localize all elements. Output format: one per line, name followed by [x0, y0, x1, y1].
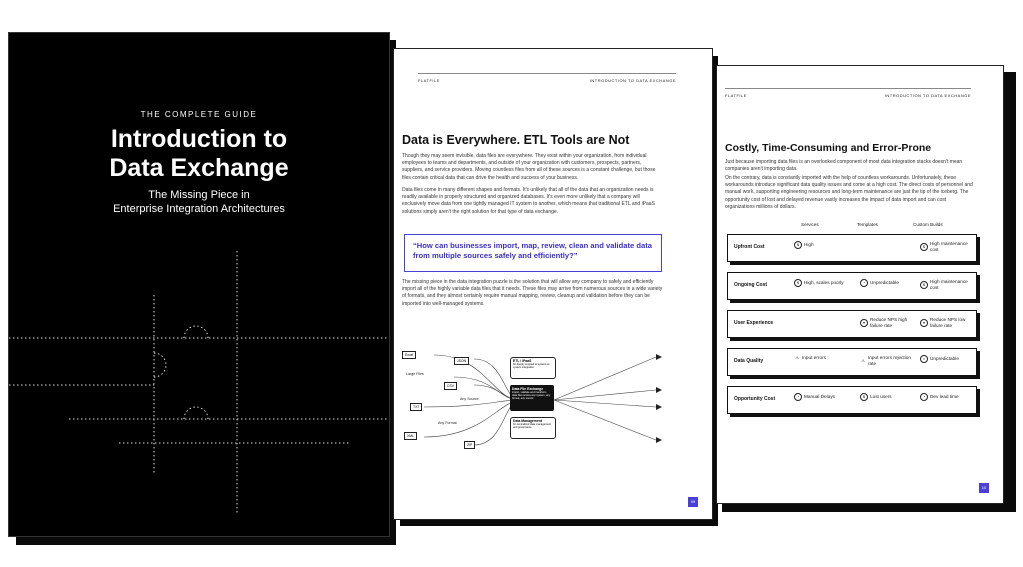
cell-templates: [860, 279, 899, 287]
table-col-services: Services: [801, 222, 819, 227]
row-label: Ongoing Cost: [734, 282, 768, 288]
table-row-data-quality: [727, 348, 977, 376]
page1-header-rule: [418, 73, 676, 74]
table-row-upfront-cost: [727, 234, 977, 262]
clock-icon: ◔: [920, 393, 928, 401]
cover-title-line1: Introduction to: [110, 125, 288, 153]
cell-text: Unpredictable: [930, 356, 959, 361]
cell-text: High: [804, 242, 814, 247]
diagram-csv-box: CSV: [444, 382, 457, 390]
page2-paragraph-2: On the contrary, data is constantly imported with the help of countless workarounds. Unfortunately, these workarounds introduce significant data quality issues and come at a high cost. The direct costs of personnel and manual work, supporting engineering resources and long-term maintenance are just the tip of the iceberg. The opportunity cost of lost and delayed revenue vastly increases the impact of data import and can cost organizations millions of dollars.: [725, 175, 973, 210]
cell-custom: [920, 355, 959, 363]
page2-heading: Costly, Time-Consuming and Error-Prone: [725, 142, 932, 154]
row-label: Opportunity Cost: [734, 396, 776, 402]
thumbs-down-icon: ▾: [860, 319, 868, 327]
dollar-icon: $: [920, 281, 928, 289]
cell-text: High, scales poorly: [804, 280, 844, 285]
clock-icon: ◔: [794, 393, 802, 401]
cover-puzzle-graphic: [9, 33, 389, 536]
table-row-opportunity-cost: [727, 386, 977, 414]
row-label: Upfront Cost: [734, 244, 765, 250]
page1-header-left: FLATFILE: [418, 78, 440, 83]
page1-paragraph-3: The missing piece in the data integration puzzle is the solution that will allow any company to safely and efficiently import all of the highly variable data files that it needs. These files may arrive from numerous sources in a wide variety of formats, and they almost certainly require manual mapping, review, cleanup and validation before they can be imported into well-managed systems.: [402, 279, 663, 307]
cell-custom: [920, 241, 974, 253]
page-costly-time-consuming: [716, 65, 1004, 504]
cell-services: [794, 393, 835, 401]
thumbs-down-icon: ▾: [920, 319, 928, 327]
warning-icon: ⚠: [861, 358, 865, 363]
row-label: Data Quality: [734, 358, 764, 364]
page-data-everywhere: [393, 48, 713, 520]
cell-custom: [920, 279, 974, 291]
diagram-etl-box: [510, 357, 556, 379]
dollar-icon: $: [860, 393, 868, 401]
diagram-xml-box: XML: [404, 432, 417, 440]
diagram-etl-desc: for deeply coupled or system-to-system integration: [513, 363, 551, 369]
diagram-txt-box: TXT: [410, 403, 422, 411]
diagram-dfe-title: Data File Exchange: [512, 387, 544, 391]
diagram-json-box: JSON: [454, 357, 469, 365]
cover-subtitle-line1: The Missing Piece in: [148, 189, 250, 201]
page2-number-badge: 10: [979, 483, 989, 493]
diagram-etl-title: ETL / iPaaS: [513, 359, 532, 363]
diagram-dfe-desc: import, validate and transform data files across any system, any format, any source: [512, 391, 551, 400]
cell-text: High maintenance cost: [930, 279, 968, 290]
table-col-templates: Templates: [857, 222, 878, 227]
diagram-excel-box: Excel: [402, 351, 416, 359]
cell-text: Lost users: [870, 394, 892, 399]
x-circle-icon: ×: [920, 355, 928, 363]
cell-services: [794, 241, 814, 249]
diagram-any-format-label: Any Format: [438, 421, 457, 425]
diagram-zip-box: ZIP: [464, 441, 475, 449]
cell-text: Unpredictable: [870, 280, 899, 285]
diagram-data-file-exchange-box: [510, 385, 554, 411]
cell-templates: [860, 393, 892, 401]
cover-page: [8, 32, 390, 537]
cell-text: Reduce NPS high failure rate: [870, 317, 908, 328]
page1-pull-quote: “How can businesses import, map, review, clean and validate data from multiple sources safely and efficiently?”: [404, 234, 662, 272]
dollar-icon: $: [794, 279, 802, 287]
cover-subtitle-line2: Enterprise Integration Architectures: [113, 203, 285, 215]
table-col-custom-builds: Custom Builds: [913, 222, 943, 227]
cell-custom: [920, 393, 959, 401]
clock-icon: ◔: [860, 279, 868, 287]
page1-header-right: INTRODUCTION TO DATA EXCHANGE: [589, 78, 676, 83]
cell-text: Input errors: [802, 355, 826, 360]
cell-text: Reduce NPS low failure rate: [930, 317, 966, 328]
dollar-icon: $: [920, 243, 928, 251]
cell-text: Input errors rejection rate: [868, 355, 911, 366]
page1-paragraph-2: Data files come in many different shapes and formats. It's unlikely that all of the data that an organization needs is readily available in properly structured and organized databases. It's even more unlikely that a company will exclusively move data from one tightly managed IT system to another, which means that traditional ETL and iPaaS solutions simply aren't the right solution for that type of data exchange.: [402, 187, 655, 215]
page1-heading: Data is Everywhere. ETL Tools are Not: [402, 133, 630, 147]
page1-paragraph-1: Though they may seem invisible, data files are everywhere. They exist within your organization, from individual employees to teams and departments, and outside of your organization with customers, prospects, partners, suppliers, and service providers. Moving countless files from all of these sources is a constant challenge, but those files contain critical data that can drive the health and success of your business.: [402, 153, 656, 181]
table-row-user-experience: [727, 310, 977, 338]
cell-text: Manual Delays: [804, 394, 836, 399]
diagram-dm-title: Data Management: [513, 419, 543, 423]
diagram-data-management-box: [510, 417, 556, 439]
page1-number-badge: 09: [688, 497, 698, 507]
page2-header-right: INTRODUCTION TO DATA EXCHANGE: [884, 93, 971, 98]
dollar-icon: $: [794, 241, 802, 249]
diagram-large-files-label: Large Files: [406, 372, 424, 376]
page2-header-rule: [725, 88, 971, 89]
cover-title-line2: Data Exchange: [109, 154, 289, 182]
diagram-dm-desc: for centralized data management and governance: [513, 423, 551, 429]
cell-services: [794, 355, 826, 361]
cell-custom: [920, 317, 974, 329]
table-row-ongoing-cost: [727, 272, 977, 300]
diagram-any-source-label: Any Source: [460, 397, 479, 401]
cell-text: High maintenance cost: [930, 241, 968, 252]
cell-templates: [860, 355, 916, 367]
warning-icon: ⚠: [795, 355, 799, 360]
cell-services: [794, 279, 844, 287]
page2-paragraph-1: Just because importing data files is an overlooked component of most data integration stacks doesn't mean companies aren't importing data.: [725, 159, 963, 173]
row-label: User Experience: [734, 320, 774, 326]
cell-templates: [860, 317, 916, 329]
cell-text: Dev lead time: [930, 394, 959, 399]
page2-header-left: FLATFILE: [725, 93, 747, 98]
cover-eyebrow: THE COMPLETE GUIDE: [140, 110, 258, 119]
